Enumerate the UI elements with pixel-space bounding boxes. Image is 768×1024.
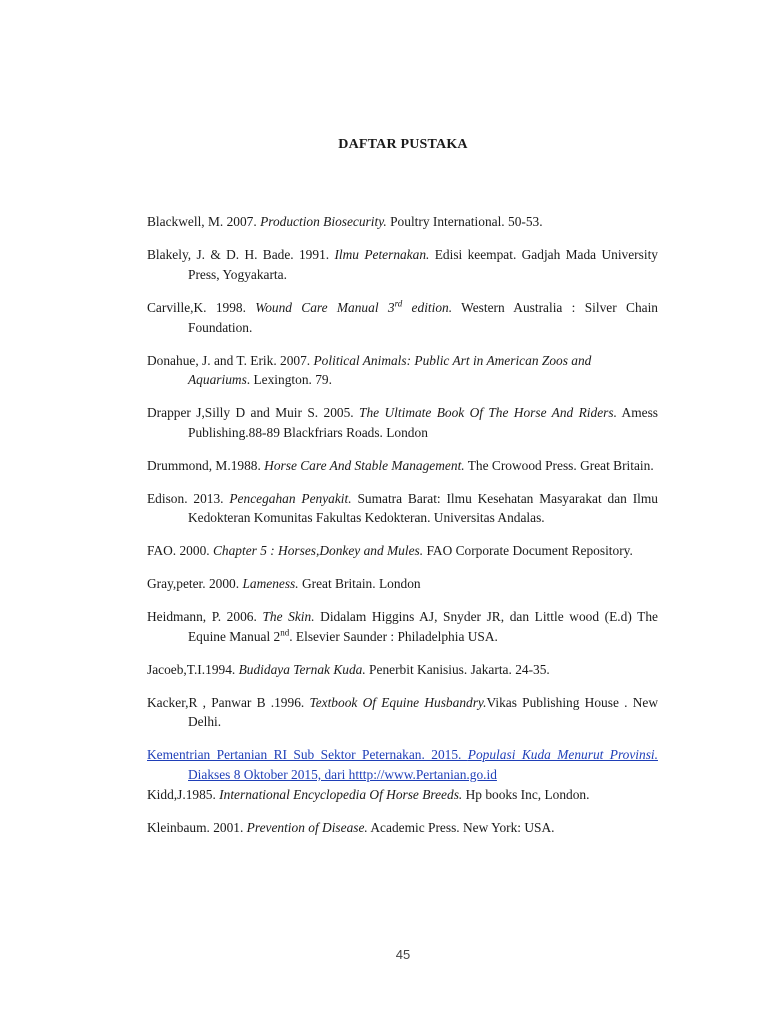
reference-item: Carville,K. 1998. Wound Care Manual 3rd edition. Western Australia : Silver Chain Foundation. — [147, 298, 659, 335]
reference-item: Kidd,J.1985. International Encyclopedia Of Horse Breeds. Hp books Inc, London. — [147, 786, 590, 802]
reference-item: Gray,peter. 2000. Lameness. Great Britain. London — [147, 576, 421, 592]
reference-item: Kleinbaum. 2001. Prevention of Disease. Academic Press. New York: USA. — [147, 819, 555, 835]
reference-item: Drummond, M.1988. Horse Care And Stable Management. The Crowood Press. Great Britain. — [147, 457, 654, 473]
reference-list — [147, 199, 658, 849]
reference-item: Jacoeb,T.I.1994. Budidaya Ternak Kuda. Penerbit Kanisius. Jakarta. 24-35. — [147, 661, 550, 677]
reference-item-link[interactable]: Kementrian Pertanian RI Sub Sektor Peternakan. 2015. Populasi Kuda Menurut Provinsi. Diakses 8 Oktober 2015, dari htttp://www.Pertanian.go.id — [147, 747, 658, 782]
page-title: DAFTAR PUSTAKA — [338, 137, 468, 152]
reference-item: Blackwell, M. 2007. Production Biosecurity. Poultry International. 50-53. — [147, 214, 543, 230]
reference-item: Kacker,R , Panwar B .1996. Textbook Of Equine Husbandry.Vikas Publishing House . New Delhi. — [147, 694, 658, 730]
reference-item: Edison. 2013. Pencegahan Penyakit. Sumatra Barat: Ilmu Kesehatan Masyarakat dan Ilmu Kedokteran Komunitas Fakultas Kedokteran. Universitas Andalas. — [147, 490, 659, 526]
reference-item: Drapper J,Silly D and Muir S. 2005. The Ultimate Book Of The Horse And Riders. Amess Publishing.88-89 Blackfriars Roads. London — [147, 405, 659, 440]
page-number: 45 — [395, 947, 411, 962]
reference-item: Donahue, J. and T. Erik. 2007. Political Animals: Public Art in American Zoos and Aquariums. Lexington. 79. — [147, 352, 592, 388]
reference-item: Blakely, J. & D. H. Bade. 1991. Ilmu Peternakan. Edisi keempat. Gadjah Mada University Press, Yogyakarta. — [147, 247, 658, 282]
reference-item: Heidmann, P. 2006. The Skin. Didalam Higgins AJ, Snyder JR, dan Little wood (E.d) The Equine Manual 2nd. Elsevier Saunder : Philadelphia USA. — [147, 609, 658, 644]
reference-item: FAO. 2000. Chapter 5 : Horses,Donkey and Mules. FAO Corporate Document Repository. — [147, 543, 633, 559]
